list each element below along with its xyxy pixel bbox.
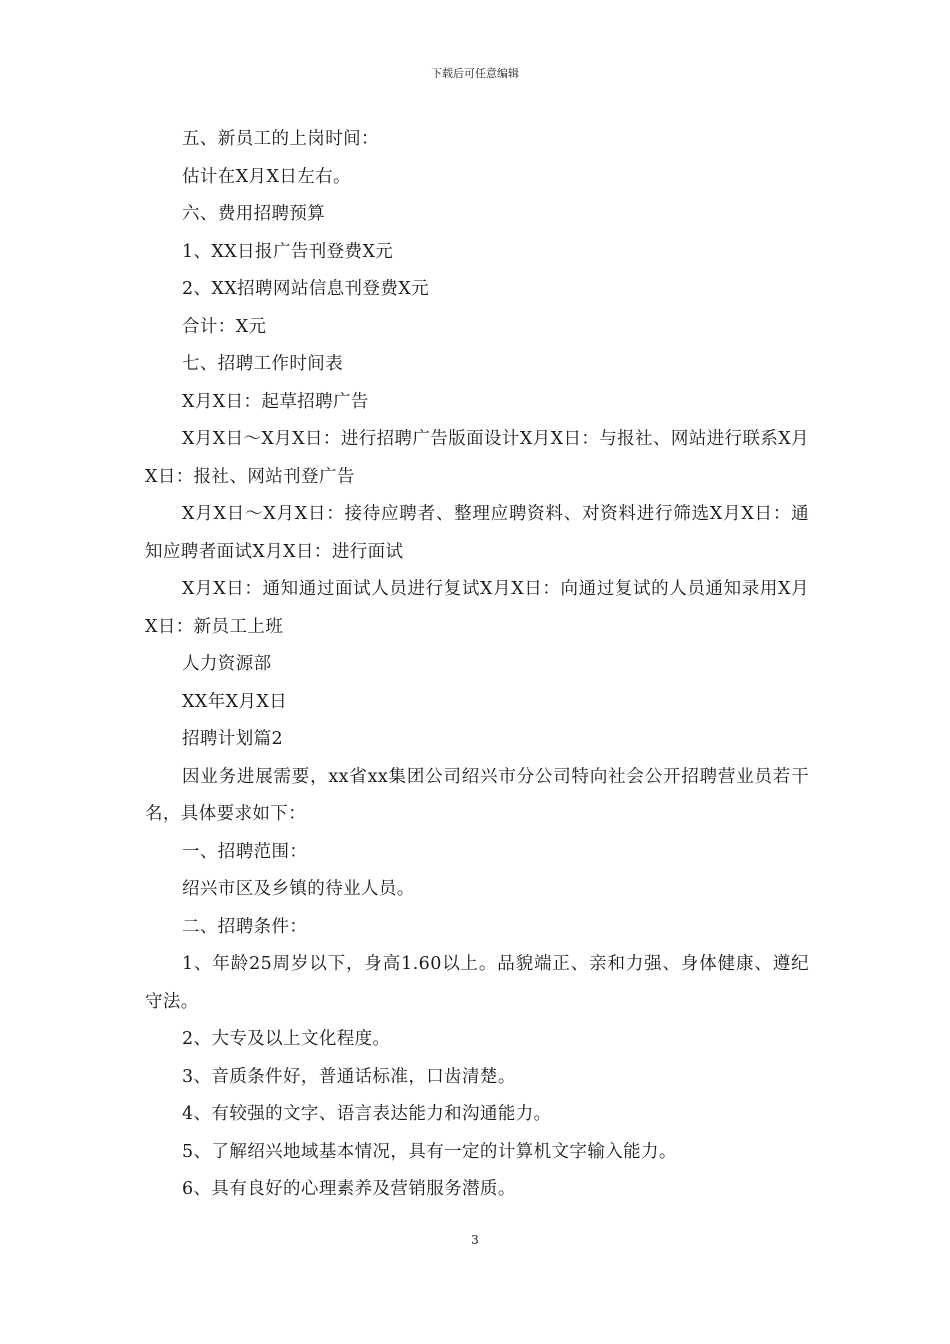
paragraph: 一、招聘范围： — [182, 841, 308, 862]
paragraph: 二、招聘条件： — [182, 916, 308, 937]
document-body — [145, 121, 809, 1209]
paragraph: X月X日～X月X日：接待应聘者、整理应聘资料、对资料进行筛选X月X日：通知应聘者面试X月X日：进行面试 — [145, 504, 809, 562]
paragraph: 六、费用招聘预算 — [182, 204, 326, 224]
paragraph: 6、具有良好的心理素养及营销服务潜质。 — [182, 1179, 516, 1199]
paragraph: 3、音质条件好，普通话标准，口齿清楚。 — [182, 1066, 516, 1087]
paragraph: 2、XX招聘网站信息刊登费X元 — [182, 279, 430, 299]
paragraph: 人力资源部 — [182, 654, 272, 674]
paragraph: 绍兴市区及乡镇的待业人员。 — [182, 879, 415, 899]
paragraph: 5、了解绍兴地域基本情况，具有一定的计算机文字输入能力。 — [182, 1141, 677, 1162]
page-header-note: 下载后可任意编辑 — [431, 67, 519, 80]
paragraph: XX年X月X日 — [182, 691, 288, 712]
paragraph: X月X日～X月X日：进行招聘广告版面设计X月X日：与报社、网站进行联系X月X日：报社、网站刊登广告 — [145, 429, 810, 487]
paragraph: 因业务进展需要，xx省xx集团公司绍兴市分公司特向社会公开招聘营业员若干名，具体要求如下： — [145, 766, 809, 824]
paragraph: 估计在X月X日左右。 — [182, 166, 351, 187]
paragraph: X月X日：通知通过面试人员进行复试X月X日：向通过复试的人员通知录用X月X日：新员工上班 — [145, 579, 809, 637]
page-number: 3 — [471, 1233, 479, 1247]
paragraph: 七、招聘工作时间表 — [182, 354, 344, 374]
paragraph: 1、XX日报广告刊登费X元 — [182, 241, 394, 262]
paragraph: 2、大专及以上文化程度。 — [182, 1029, 391, 1049]
paragraph: 1、年龄25周岁以下，身高1.60以上。品貌端正、亲和力强、身体健康、遵纪守法。 — [145, 954, 809, 1012]
paragraph: 五、新员工的上岗时间： — [182, 129, 379, 149]
paragraph: 4、有较强的文字、语言表达能力和沟通能力。 — [182, 1104, 552, 1124]
paragraph: 合计：X元 — [182, 316, 267, 337]
section-heading: 招聘计划篇2 — [182, 729, 284, 749]
paragraph: X月X日：起草招聘广告 — [182, 391, 369, 412]
